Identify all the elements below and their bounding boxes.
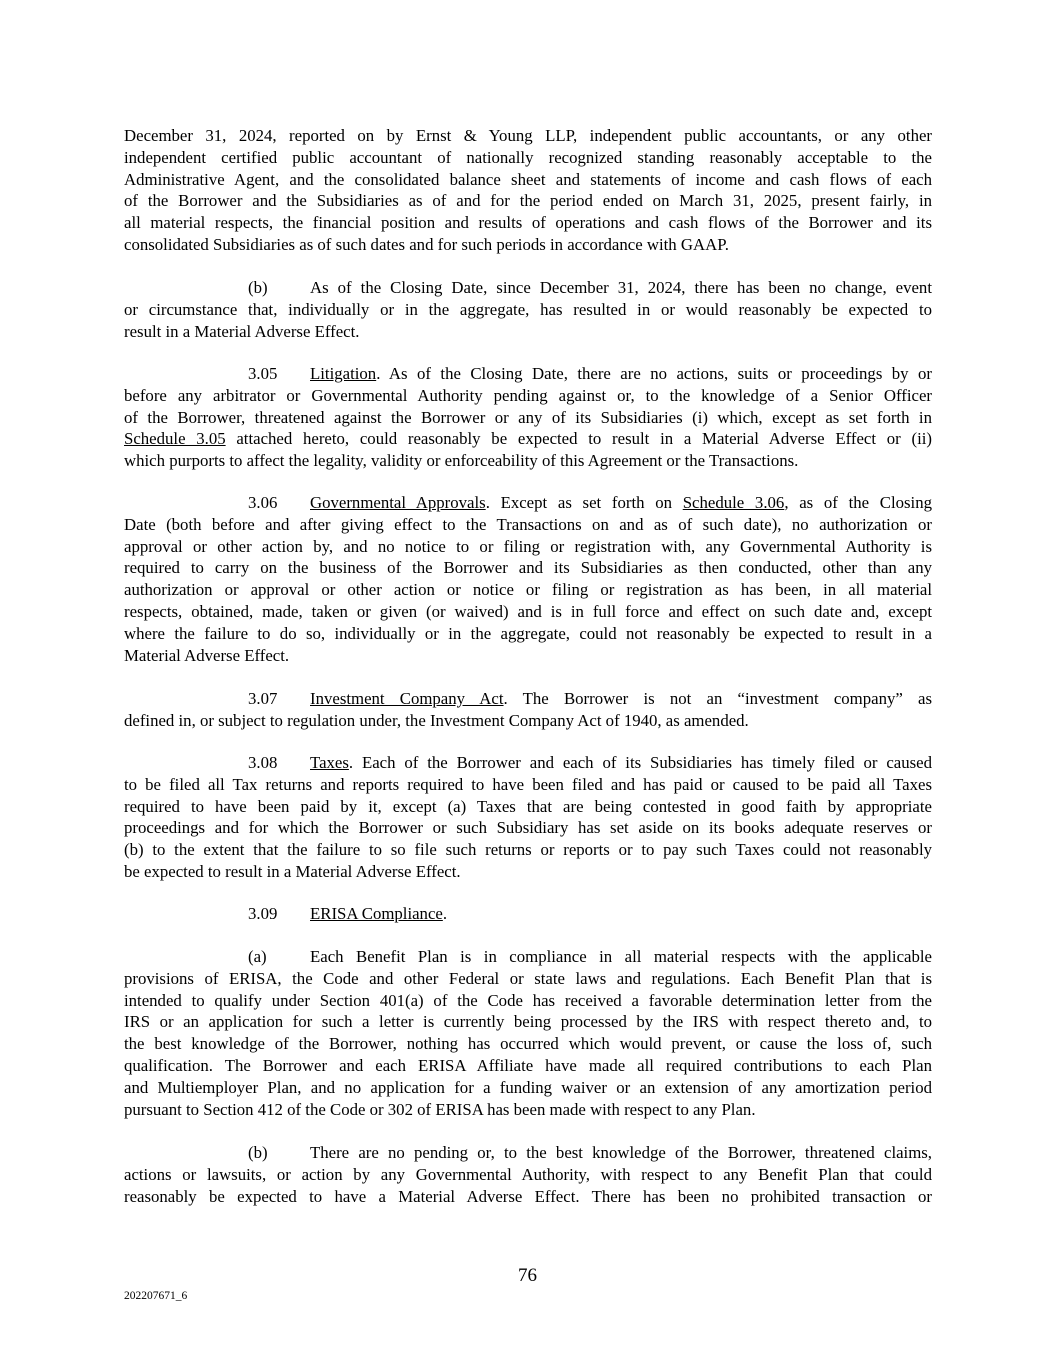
paragraph-no-pending-claims	[124, 1142, 932, 1207]
text-line: pursuant to Section 412 of the Code or 302 of ERISA has been made with respect to any Plan.	[124, 1099, 756, 1119]
text-line: required to have been paid by it, except (a) Taxes that are being contested in good faith by appropriate	[124, 796, 932, 816]
text-line: before any arbitrator or Governmental Authority pending against or, to the knowledge of a Senior Officer	[124, 385, 932, 405]
text-run: . As of the Closing Date, there are no actions, suits or proceedings by or	[376, 364, 932, 383]
text-line: result in a Material Adverse Effect.	[124, 321, 360, 341]
section-heading: Taxes	[310, 753, 349, 772]
text-run: . Each of the Borrower and each of its Subsidiaries has timely filed or caused	[348, 753, 932, 772]
text-line	[124, 752, 932, 774]
section-number: 3.06	[248, 493, 278, 512]
text-run: As of the Closing Date, since December 31, 2024, there has been no change, event	[310, 278, 932, 297]
text-line: Date (both before and after giving effect to the Transactions on and as of such date), no authorization or	[124, 514, 932, 534]
text-line	[124, 277, 932, 299]
section-heading: Governmental Approvals	[310, 493, 486, 512]
section-heading: Litigation	[310, 364, 377, 383]
section-number: 3.07	[248, 689, 278, 708]
text-line: required to carry on the business of the Borrower and its Subsidiaries as then conducted, other than any	[124, 558, 932, 578]
paragraph-no-change	[124, 277, 932, 342]
text-line: proceedings and for which the Borrower or such Subsidiary has set aside on its books adequate reserves or	[124, 818, 932, 838]
section-number: 3.09	[248, 904, 278, 923]
text-line: defined in, or subject to regulation under, the Investment Company Act of 1940, as amended.	[124, 710, 749, 730]
text-line: all material respects, the financial position and results of operations and cash flows of the Borrower and its	[124, 213, 932, 233]
text-line: of the Borrower, threatened against the Borrower or any of its Subsidiaries (i) which, except as set forth in	[124, 407, 932, 427]
text-run: . Except as set forth on	[485, 493, 683, 512]
text-line: of the Borrower and the Subsidiaries as of and for the period ended on March 31, 2025, present fairly, in	[124, 191, 932, 211]
section-3-08-taxes	[124, 752, 932, 883]
text-line: authorization or approval or other action or notice or filing or registration as has been, in all material	[124, 580, 932, 600]
section-heading: Investment Company Act	[310, 689, 504, 708]
text-line: IRS or an application for such a letter is currently being processed by the IRS with respect thereto and, to	[124, 1012, 932, 1032]
subsection-number: (b)	[248, 278, 268, 297]
text-line: to be filed all Tax returns and reports required to have been filed and has paid or caused to be paid all Taxes	[124, 774, 932, 794]
text-line	[124, 903, 932, 925]
section-number: 3.05	[248, 364, 278, 383]
text-line: provisions of ERISA, the Code and other Federal or state laws and regulations. Each Benefit Plan that is	[124, 968, 932, 988]
section-number: 3.08	[248, 753, 278, 772]
paragraph-benefit-plan-compliance	[124, 946, 932, 1120]
section-3-09-erisa-compliance	[124, 903, 932, 925]
section-3-07-investment-company-act	[124, 688, 932, 732]
text-line: (b) to the extent that the failure to so file such returns or reports or to pay such Taxes could not reasonably	[124, 840, 932, 860]
text-line: qualification. The Borrower and each ERISA Affiliate have made all required contributions to each Plan	[124, 1055, 932, 1075]
text-line: where the failure to do so, individually or in the aggregate, could not reasonably be expected to result in a	[124, 623, 932, 643]
text-run: .	[442, 904, 448, 923]
schedule-reference: Schedule 3.06	[682, 493, 785, 512]
text-line	[124, 688, 932, 710]
subsection-number: (a)	[248, 947, 267, 966]
text-line	[124, 946, 932, 968]
section-3-05-litigation	[124, 363, 932, 472]
text-line	[124, 363, 932, 385]
text-line: the best knowledge of the Borrower, nothing has occurred which would prevent, or cause the loss of, such	[124, 1034, 932, 1054]
text-line: and Multiemployer Plan, and no application for a funding waiver or an extension of any amortization period	[124, 1077, 932, 1097]
text-run: . The Borrower is not an “investment company” as	[503, 689, 932, 708]
page-number: 76	[518, 1265, 537, 1286]
text-run: attached hereto, could reasonably be expected to result in a Material Adverse Effect or (ii)	[225, 429, 932, 449]
paragraph-financial-statements	[124, 125, 932, 256]
text-line: actions or lawsuits, or action by any Governmental Authority, with respect to any Benefit Plan that could	[124, 1164, 932, 1184]
section-heading: ERISA Compliance	[310, 904, 443, 923]
text-line	[124, 492, 932, 514]
text-run: There are no pending or, to the best knowledge of the Borrower, threatened claims,	[310, 1143, 932, 1162]
section-3-06-governmental-approvals	[124, 492, 932, 666]
text-line: respects, obtained, made, taken or given (or waived) and is in full force and effect on such date and, except	[124, 601, 932, 621]
text-line: approval or other action by, and no notice to or filing or registration with, any Governmental Authority is	[124, 536, 932, 556]
text-run: , as of the Closing	[784, 493, 932, 512]
text-line: or circumstance that, individually or in the aggregate, has resulted in or would reasonably be expected to	[124, 299, 932, 319]
text-line: December 31, 2024, reported on by Ernst & Young LLP, independent public accountants, or any other	[124, 126, 932, 145]
text-run: Each Benefit Plan is in compliance in all material respects with the applicable	[310, 947, 932, 966]
text-line: reasonably be expected to have a Material Adverse Effect. There has been no prohibited transaction or	[124, 1186, 932, 1206]
schedule-reference: Schedule 3.05	[124, 429, 226, 449]
text-line: be expected to result in a Material Adverse Effect.	[124, 861, 461, 881]
document-id: 202207671_6	[124, 1290, 188, 1302]
text-line: intended to qualify under Section 401(a) of the Code has received a favorable determination letter from the	[124, 990, 932, 1010]
text-line: which purports to affect the legality, validity or enforceability of this Agreement or the Transactions.	[124, 451, 799, 471]
text-line: independent certified public accountant of nationally recognized standing reasonably acceptable to the	[124, 147, 932, 167]
text-line	[124, 1142, 932, 1164]
subsection-number: (b)	[248, 1143, 268, 1162]
text-line: Administrative Agent, and the consolidated balance sheet and statements of income and cash flows of each	[124, 169, 932, 189]
text-line	[124, 428, 932, 450]
text-line: consolidated Subsidiaries as of such dates and for such periods in accordance with GAAP.	[124, 234, 729, 254]
text-line: Material Adverse Effect.	[124, 645, 290, 665]
